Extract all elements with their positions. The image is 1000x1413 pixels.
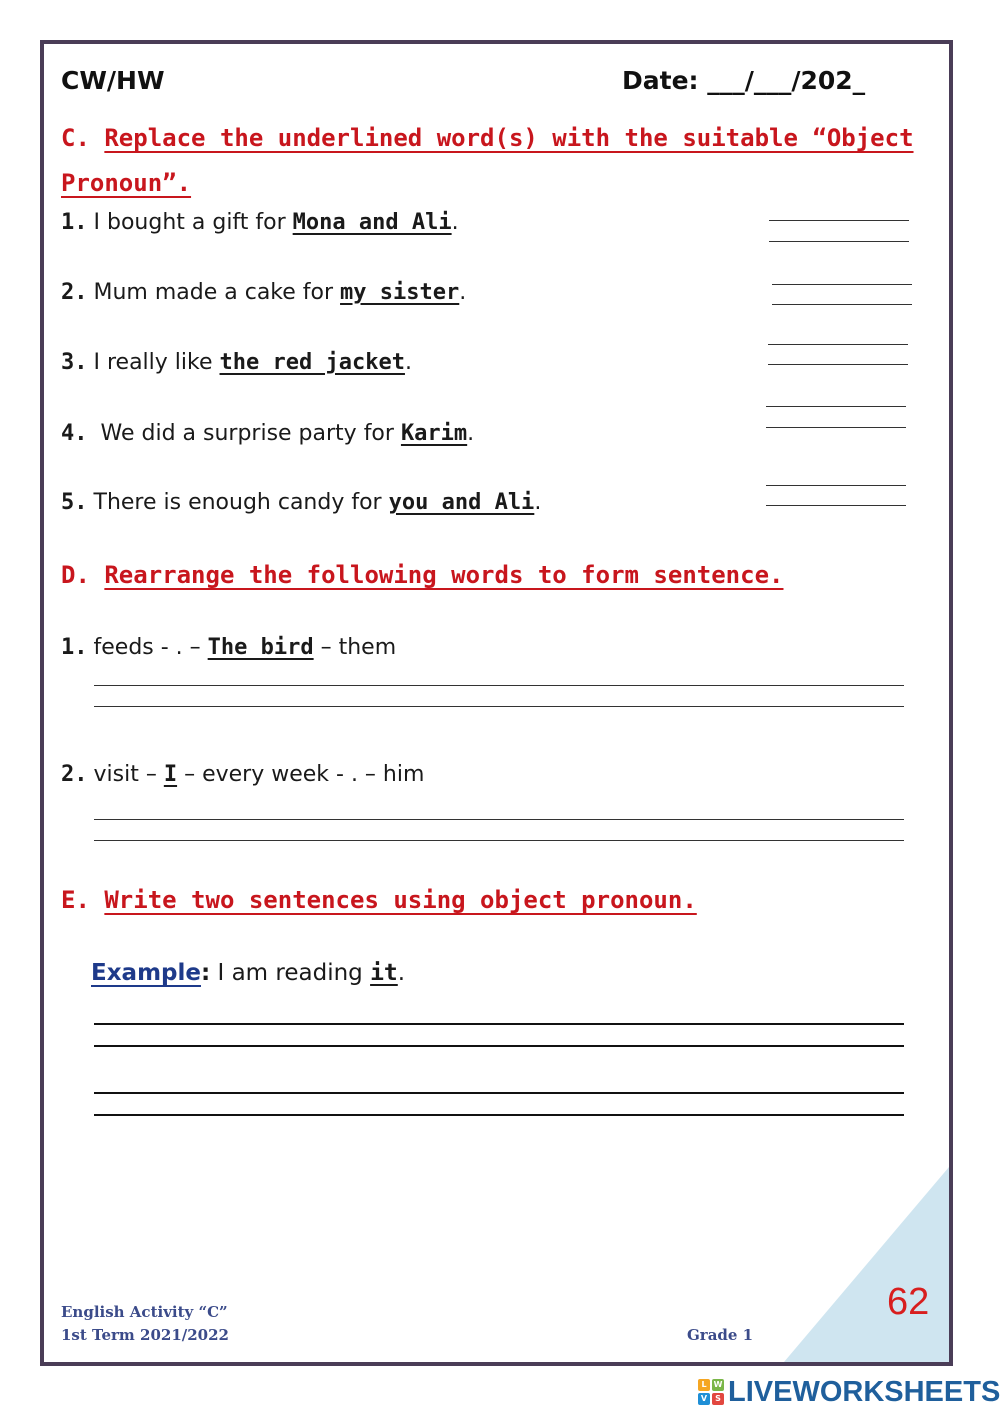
d-question-1 — [61, 635, 396, 660]
section-d-heading — [61, 561, 783, 589]
underlined-words: The bird — [207, 635, 314, 660]
question-number: 5. — [61, 490, 88, 515]
question-number: 1. — [61, 210, 88, 235]
example-colon: : — [200, 960, 211, 986]
question-text: I bought a gift for — [93, 210, 293, 235]
underlined-words: the red jacket — [219, 350, 405, 375]
example-label: Example — [91, 960, 201, 986]
underlined-words: you and Ali — [388, 490, 535, 515]
question-number: 1. — [61, 635, 88, 660]
example-sentence — [91, 960, 405, 986]
answer-line[interactable] — [766, 505, 906, 506]
answer-line[interactable] — [94, 1092, 904, 1094]
answer-line[interactable] — [94, 840, 904, 841]
logo-block: W — [713, 1380, 723, 1389]
question-text: visit – — [93, 762, 164, 787]
answer-line[interactable] — [768, 364, 908, 365]
question-text: I really like — [93, 350, 220, 375]
logo-block: L — [698, 1379, 710, 1391]
question-end: . — [459, 280, 467, 305]
c-question-1 — [61, 210, 459, 235]
question-number: 3. — [61, 350, 88, 375]
answer-line[interactable] — [94, 1023, 904, 1025]
question-end: . — [451, 210, 459, 235]
question-number: 2. — [61, 762, 88, 787]
answer-line[interactable] — [94, 706, 904, 707]
section-c-title-line2-wrap — [61, 169, 191, 197]
page-number: 62 — [887, 1281, 930, 1323]
section-e-letter: E. — [61, 886, 90, 914]
logo-block: V — [698, 1393, 710, 1405]
logo-block: S — [712, 1393, 724, 1405]
question-text: Mum made a cake for — [93, 280, 341, 305]
c-question-2 — [61, 280, 466, 305]
example-end: . — [397, 960, 406, 986]
section-c-title-line1: Replace the underlined word(s) with the suitable “Object — [104, 124, 914, 152]
section-c-letter: C. — [61, 124, 90, 152]
answer-line[interactable] — [769, 241, 909, 242]
answer-line[interactable] — [94, 1045, 904, 1047]
example-underlined: it — [370, 960, 398, 986]
d-question-2 — [61, 762, 424, 787]
question-end: . — [404, 350, 412, 375]
answer-line[interactable] — [766, 406, 906, 407]
c-question-4 — [61, 421, 474, 446]
answer-line[interactable] — [772, 304, 912, 305]
answer-line[interactable] — [94, 685, 904, 686]
cw-hw-label: CW/HW — [61, 66, 165, 95]
answer-line[interactable] — [766, 427, 906, 428]
liveworksheets-logo[interactable] — [698, 1377, 1000, 1407]
question-number: 2. — [61, 280, 88, 305]
underlined-words: my sister — [340, 280, 460, 305]
question-number: 4. — [61, 421, 88, 446]
question-end: . — [534, 490, 542, 515]
c-question-5 — [61, 490, 541, 515]
question-end: – every week - . – him — [177, 762, 425, 787]
answer-line[interactable] — [768, 344, 908, 345]
section-c-heading — [61, 124, 914, 152]
footer-activity: English Activity “C” — [61, 1303, 228, 1321]
answer-line[interactable] — [772, 284, 912, 285]
answer-line[interactable] — [94, 1114, 904, 1116]
answer-line[interactable] — [94, 819, 904, 820]
example-text: I am reading — [210, 960, 371, 986]
date-field: Date: ___/___/202_ — [622, 66, 866, 95]
question-text: We did a surprise party for — [93, 421, 401, 446]
section-c-title-line2: Pronoun”. — [61, 169, 192, 197]
footer-term: 1st Term 2021/2022 — [61, 1326, 229, 1344]
section-d-title: Rearrange the following words to form sentence. — [104, 561, 784, 589]
underlined-words: Mona and Ali — [292, 210, 452, 235]
answer-line[interactable] — [766, 485, 906, 486]
question-text: feeds - . – — [93, 635, 208, 660]
c-question-3 — [61, 350, 412, 375]
section-e-title: Write two sentences using object pronoun. — [104, 886, 697, 914]
logo-text: LIVEWORKSHEETS — [728, 1375, 1000, 1408]
footer-grade: Grade 1 — [687, 1326, 754, 1344]
section-e-heading — [61, 886, 697, 914]
question-end: – them — [313, 635, 397, 660]
question-text: There is enough candy for — [93, 490, 389, 515]
worksheet-page — [40, 40, 953, 1366]
logo-blocks-icon — [698, 1379, 724, 1405]
underlined-words: Karim — [400, 421, 468, 446]
underlined-words: I — [163, 762, 178, 787]
corner-decoration — [784, 1167, 949, 1362]
answer-line[interactable] — [769, 220, 909, 221]
section-d-letter: D. — [61, 561, 90, 589]
question-end: . — [467, 421, 475, 446]
